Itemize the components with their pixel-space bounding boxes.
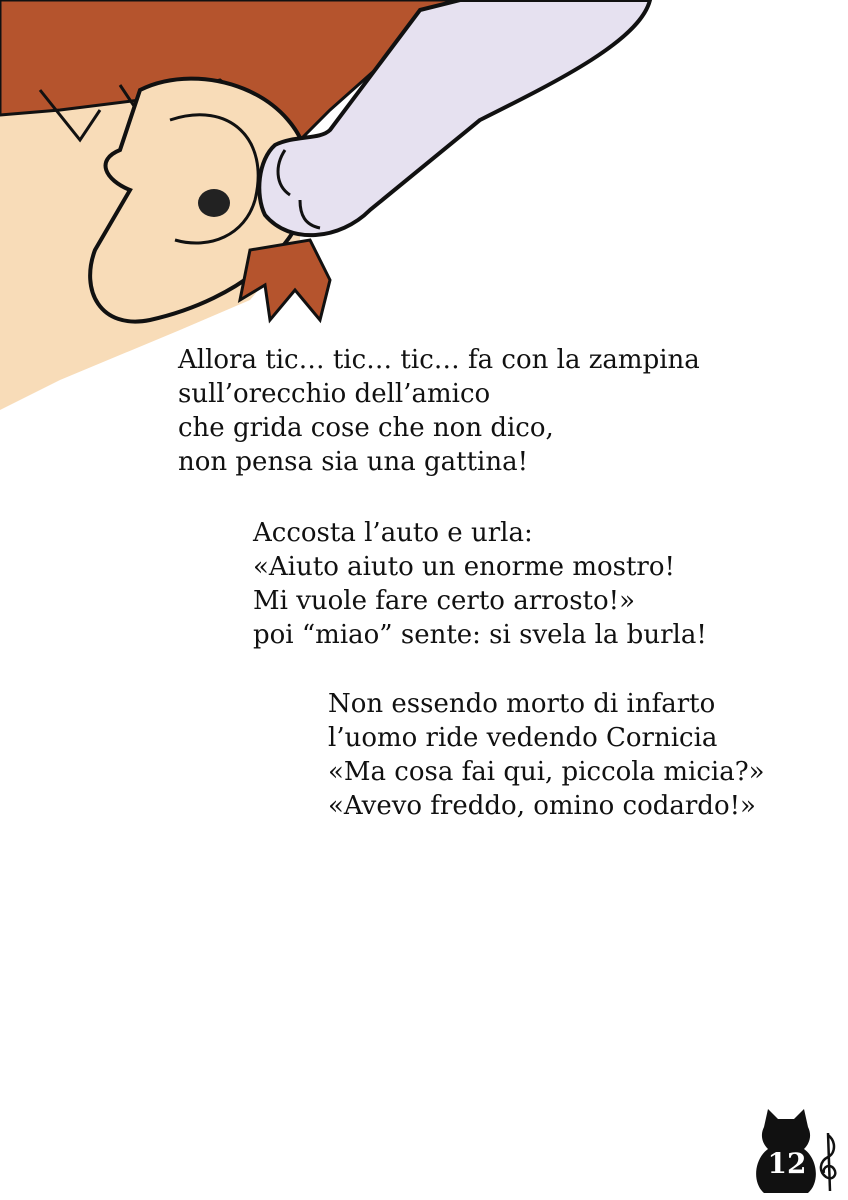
poem-line: Non essendo morto di infarto <box>328 689 716 719</box>
poem-line: Accosta l’auto e urla: <box>253 518 533 548</box>
poem-line: l’uomo ride vedendo Cornicia <box>328 723 718 753</box>
poem-line: «Ma cosa fai qui, piccola micia?» <box>328 757 765 787</box>
poem-line: «Avevo freddo, omino codardo!» <box>328 791 756 821</box>
ear-canal <box>198 189 230 217</box>
poem-line: sull’orecchio dell’amico <box>178 379 491 409</box>
poem-line: Allora tic… tic… tic… fa con la zampina <box>178 345 700 375</box>
poem-line: che grida cose che non dico, <box>178 413 554 443</box>
poem-line: «Aiuto aiuto un enorme mostro! <box>253 552 675 582</box>
hair-bottom <box>240 240 330 320</box>
treble-clef-icon <box>821 1133 835 1191</box>
page-number: 12 <box>767 1147 807 1180</box>
poem-stanza-2 <box>253 516 707 652</box>
poem-line: poi “miao” sente: si svela la burla! <box>253 620 707 650</box>
poem-line: non pensa sia una gattina! <box>178 447 529 477</box>
poem-stanza-1 <box>178 343 700 479</box>
poem-stanza-3 <box>328 687 765 823</box>
poem-line: Mi vuole fare certo arrosto!» <box>253 586 636 616</box>
